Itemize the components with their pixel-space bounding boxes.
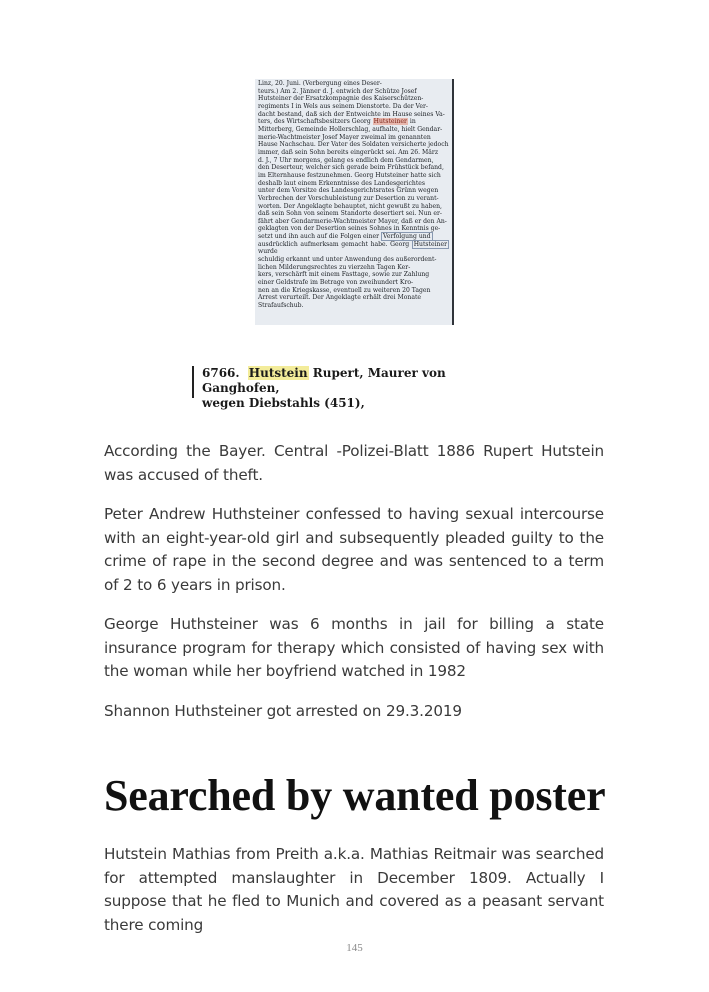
register-entry-text: Rupert, Maurer von Ganghofen,	[202, 366, 446, 395]
clipping-text: setzt und ihn auch auf die Folgen einer	[258, 233, 380, 241]
highlighted-surname-2: Hutsteiner	[413, 240, 447, 248]
clipping-line: den Deserteur, welcher sich gerade beim Frühstück befand,	[258, 164, 444, 172]
clipping-line: Verbrechen der Vorschubleistung zur Desertion zu verant-	[258, 194, 439, 202]
clipping-line: regiments I in Wels aus seinem Dienstorte. Da der Ver-	[258, 102, 428, 110]
clipping-line: schuldig erkannt und unter Anwendung des außerordent-	[258, 256, 437, 264]
paragraph-george: George Huthsteiner was 6 months in jail for billing a state insurance program for therapy which consisted of having sex with the woman while her boyfriend watched in 1982	[104, 615, 604, 680]
clipping-text: wurde	[258, 248, 278, 256]
register-entry-number: 6766.	[202, 366, 240, 380]
clipping-line: teurs.) Am 2. Jänner d. J. entwich der Schütze Josef	[258, 87, 417, 95]
clipping-line: einer Geldstrafe im Betrage von zweihundert Kro-	[258, 279, 414, 287]
clipping-line: immer, daß sein Sohn bereits eingerückt sei. Am 26. März	[258, 148, 439, 156]
clipping-line: geklagten von der Desertion seines Sohnes in Kenntnis ge-	[258, 225, 441, 233]
clipping-line: daß sein Sohn von seinem Standorte desertiert sei. Nun er-	[258, 210, 442, 218]
section-heading: Searched by wanted poster	[104, 771, 606, 820]
clipping-line: Linz, 20. Juni. (Verbergung eines Deser-	[258, 80, 382, 87]
clipping-line: worten. Der Angeklagte behauptet, nicht gewußt zu haben,	[258, 202, 442, 210]
page-number: 145	[346, 942, 363, 954]
clipping-line: deshalb laut einem Erkenntnisse des Landesgerichtes	[258, 179, 426, 187]
clipping-line: lichen Milderungsrechtes zu vierzehn Tagen Ker-	[258, 263, 411, 271]
paragraph-mathias: Hutstein Mathias from Preith a.k.a. Mathias Reitmair was searched for attempted manslaughter in December 1809. Actually I suppose that he fled to Munich and covered as a peasant servant there coming	[104, 845, 604, 934]
police-register-excerpt	[192, 366, 518, 410]
paragraph-hutstein-theft: According the Bayer. Central -Polizei-Blatt 1886 Rupert Hutstein was accused of theft.	[104, 442, 604, 484]
clipping-line: nen an die Kriegskasse, eventuell zu weiteren 20 Tagen	[258, 286, 431, 294]
register-entry-line2: wegen Diebstahls (451),	[202, 396, 365, 410]
clipping-text: ausdrücklich aufmerksam gemacht habe. Georg	[258, 240, 410, 248]
clipping-line: Hause Nachschau. Der Vater des Soldaten versicherte jedoch	[258, 141, 449, 149]
newspaper-clipping-image	[255, 79, 454, 325]
clipping-line: kers, verschärft mit einem Fasttage, sowie zur Zahlung	[258, 271, 430, 279]
clipping-line: merie-Wachtmeister Josef Mayer zweimal im genannten	[258, 133, 431, 141]
clipping-line: im Elternhause festzunehmen. Georg Hutsteiner hatte sich	[258, 171, 441, 179]
clipping-line: fährt aber Gendarmerie-Wachtmeister Mayer, daß er den An-	[258, 217, 447, 225]
paragraph-peter-andrew: Peter Andrew Huthsteiner confessed to having sexual intercourse with an eight-year-old girl and subsequently pleaded guilty to the crime of rape in the second degree and was sentenced to a term of 2 to 6 years in prison.	[104, 505, 604, 594]
clipping-text: in	[409, 118, 416, 126]
clipping-line: Strafaufschub.	[258, 302, 304, 310]
paragraph-shannon: Shannon Huthsteiner got arrested on 29.3.2019	[104, 702, 462, 720]
clipping-line	[258, 118, 449, 126]
clipping-line: d. J., 7 Uhr morgens, gelang es endlich dem Gendarmen,	[258, 156, 434, 164]
register-highlighted-name: Hutstein	[248, 366, 308, 380]
clipping-line: unter dem Vorsitze des Landesgerichtsrates Grünn wegen	[258, 187, 439, 195]
clipping-line: Arrest verurteilt. Der Angeklagte erhält drei Monate	[258, 294, 422, 302]
clipping-text: ters, des Wirtschaftsbesitzers Georg	[258, 118, 371, 126]
highlighted-surname: Hutsteiner	[373, 118, 407, 126]
clipping-line: Mitterberg, Gemeinde Hollerschlag, aufhalte, hielt Gendar-	[258, 125, 443, 133]
highlighted-phrase: Verfolgung und	[383, 233, 431, 241]
clipping-line: Hutsteiner der Ersatzkompagnie des Kaiserschützen-	[258, 95, 424, 103]
clipping-line: dacht bestand, daß sich der Entweichte im Hause seines Va-	[258, 110, 445, 118]
clipping-line	[258, 241, 449, 256]
